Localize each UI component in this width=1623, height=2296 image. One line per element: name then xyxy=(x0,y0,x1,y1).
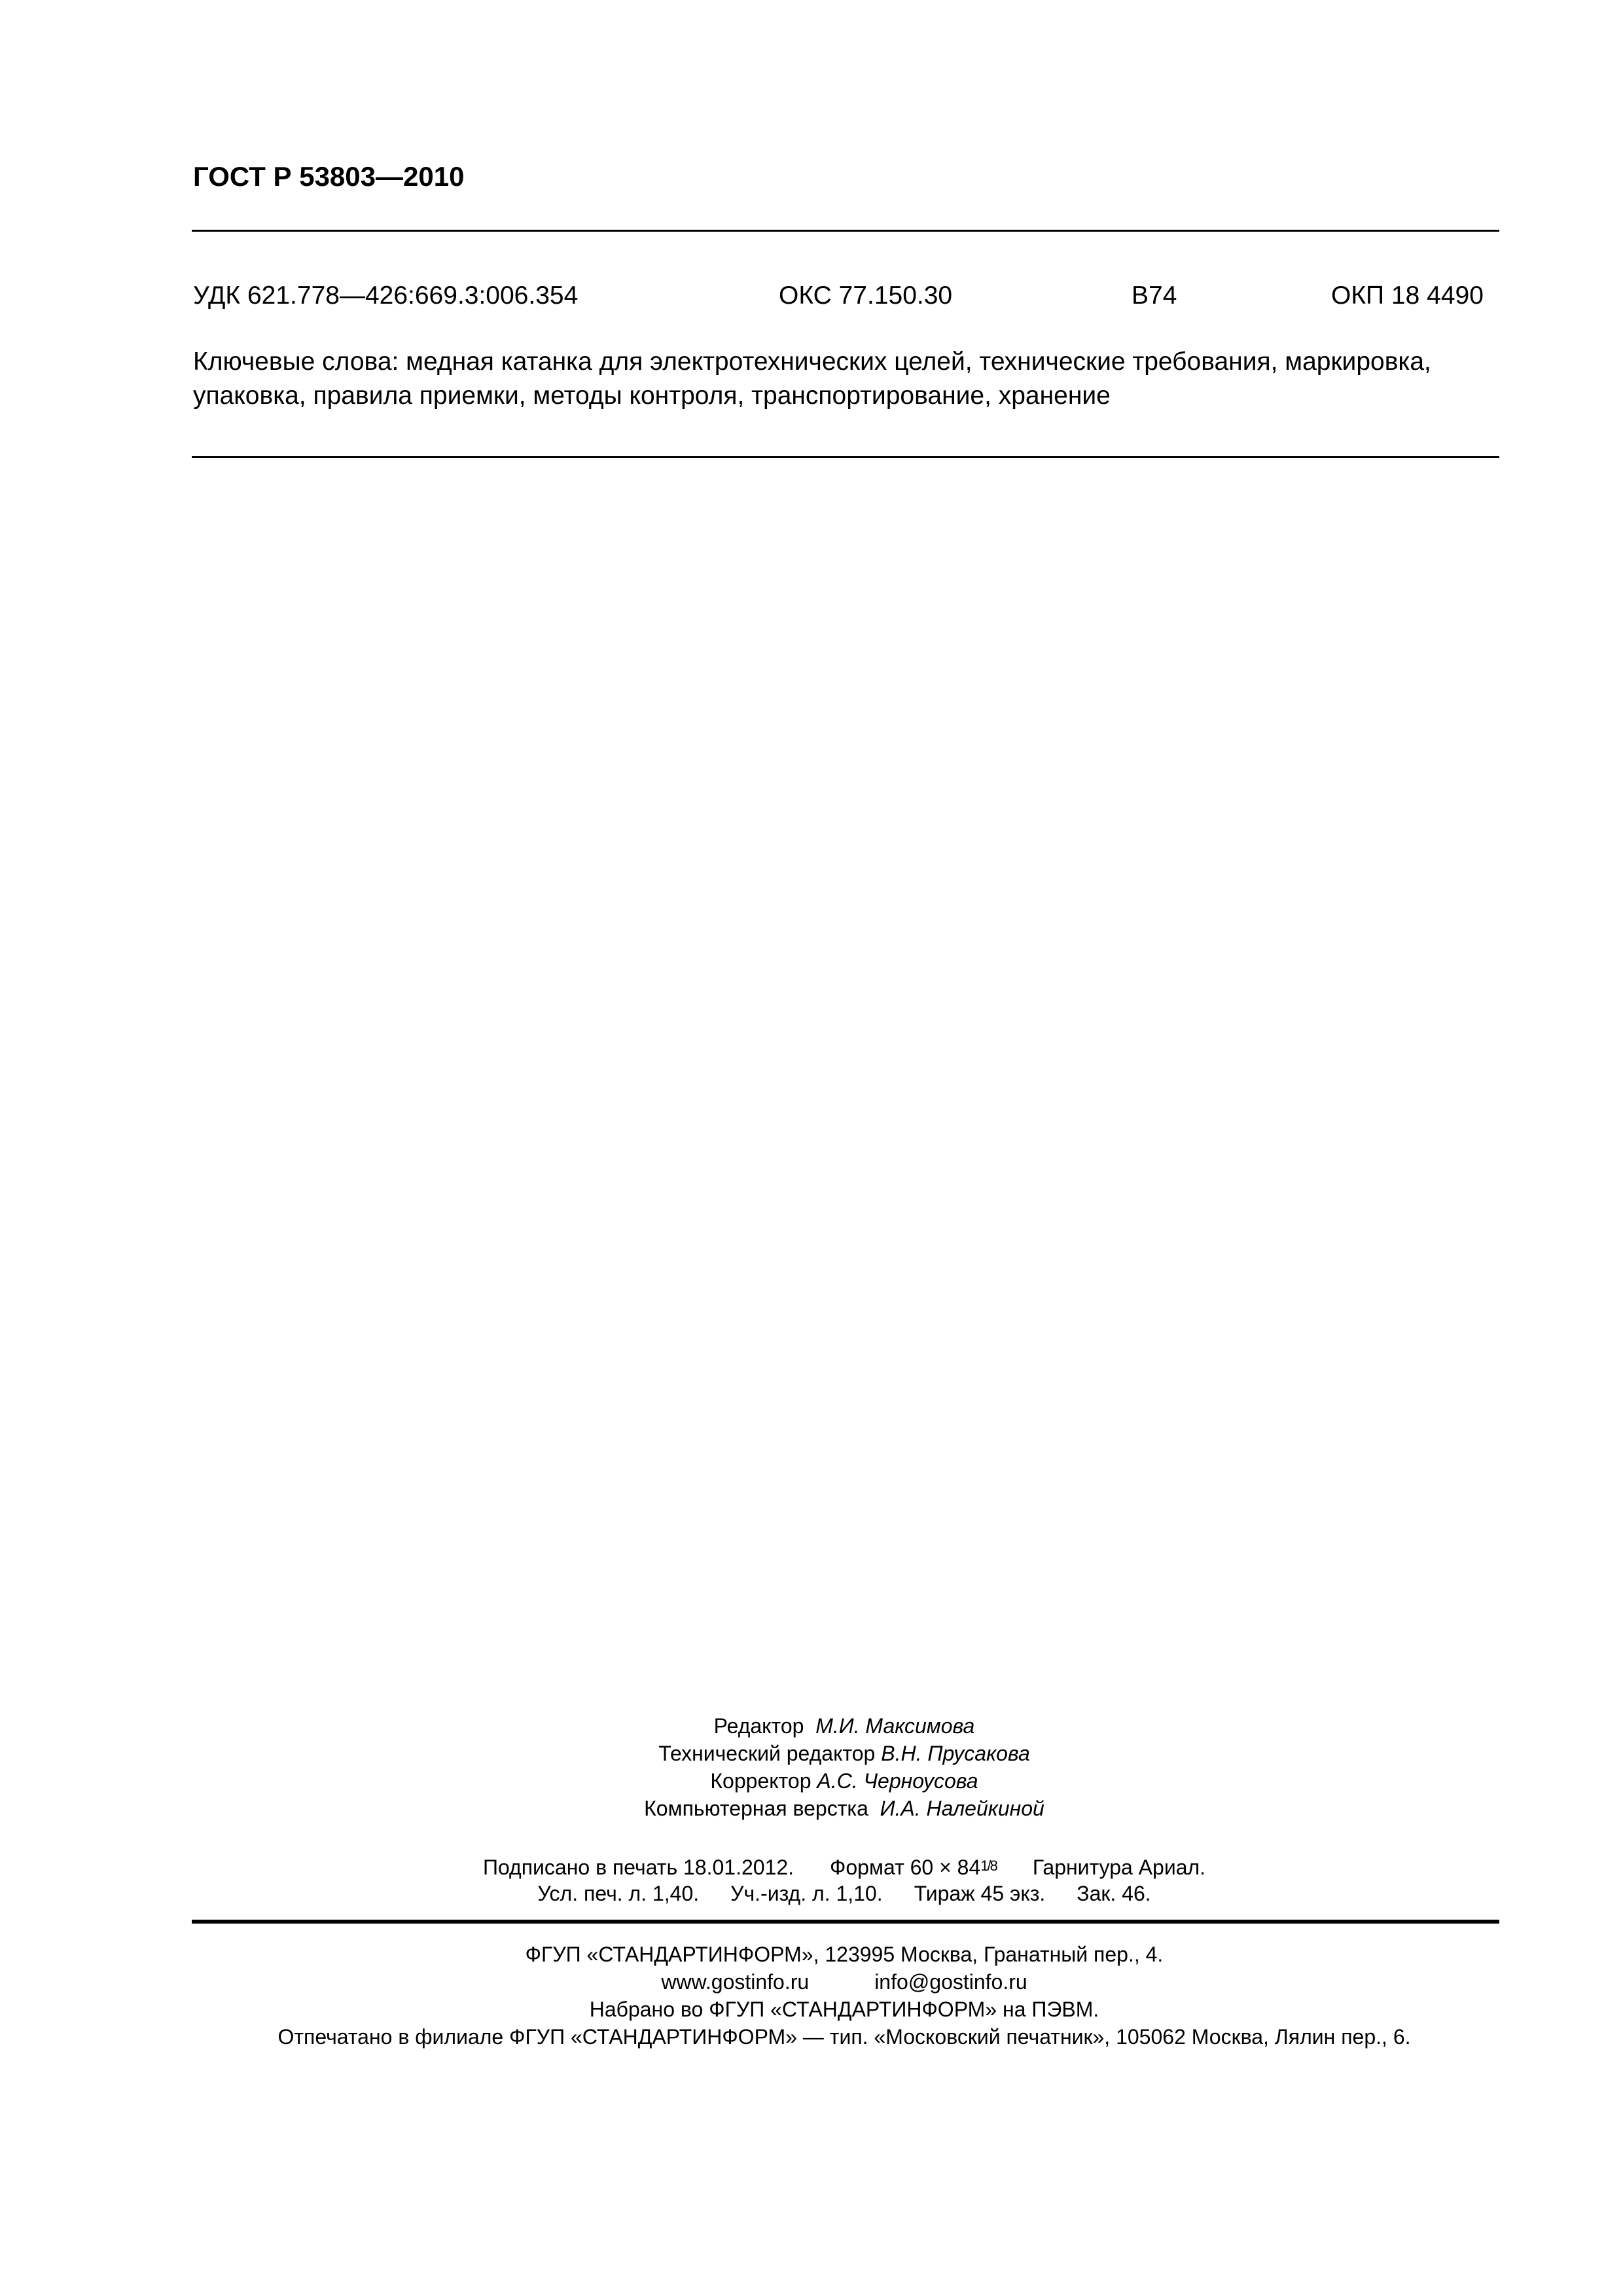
udk-code: УДК 621.778—426:669.3:006.354 xyxy=(193,281,579,310)
tech-editor-name: В.Н. Прусакова xyxy=(881,1742,1030,1765)
publisher-sheets: Уч.-изд. л. 1,10. xyxy=(730,1882,883,1905)
website-link[interactable]: www.gostinfo.ru xyxy=(661,1970,810,1994)
editor-label: Редактор xyxy=(713,1714,804,1738)
okp-code: ОКП 18 4490 xyxy=(1331,281,1484,310)
layout-line xyxy=(0,1795,1623,1822)
publisher-contacts xyxy=(0,1968,1623,1996)
editor-name: М.И. Максимова xyxy=(815,1714,975,1738)
publisher-address: ФГУП «СТАНДАРТИНФОРМ», 123995 Москва, Гранатный пер., 4. xyxy=(525,1943,1164,1966)
print-info-line-1 xyxy=(0,1852,1623,1881)
keywords xyxy=(193,345,1502,413)
proofreader-name: А.С. Черноусова xyxy=(817,1769,978,1793)
paper-format-fraction: 1/8 xyxy=(980,1857,997,1874)
print-sheets: Усл. печ. л. 1,40. xyxy=(537,1882,700,1905)
layout-name: И.А. Налейкиной xyxy=(880,1797,1044,1820)
circulation: Тираж 45 экз. xyxy=(914,1882,1046,1905)
oks-code: ОКС 77.150.30 xyxy=(779,281,953,310)
imprint-divider xyxy=(192,1920,1499,1924)
print-info-line-2 xyxy=(0,1880,1623,1907)
proofreader-label: Корректор xyxy=(710,1769,812,1793)
tech-editor-label: Технический редактор xyxy=(658,1742,876,1765)
typeset-note: Набрано во ФГУП «СТАНДАРТИНФОРМ» на ПЭВМ. xyxy=(589,1998,1099,2021)
paper-format: Формат 60 × 84 xyxy=(830,1856,981,1879)
header-divider xyxy=(192,230,1499,232)
standard-id: ГОСТ Р 53803—2010 xyxy=(193,161,465,192)
order-number: Зак. 46. xyxy=(1077,1882,1151,1905)
typeface: Гарнитура Ариал. xyxy=(1032,1856,1206,1879)
keywords-line-1: Ключевые слова: медная катанка для электротехнических целей, технические требования, маркировка, xyxy=(193,348,1431,376)
printed-note: Отпечатано в филиале ФГУП «СТАНДАРТИНФОРМ» — тип. «Московский печатник», 105062 Москва, Лялин пер., 6. xyxy=(277,2025,1411,2049)
editor-line xyxy=(0,1712,1623,1740)
signed-date: Подписано в печать 18.01.2012. xyxy=(482,1856,794,1879)
group-code: В74 xyxy=(1132,281,1177,310)
email-link[interactable]: info@gostinfo.ru xyxy=(874,1970,1027,1994)
tech-editor-line xyxy=(0,1740,1623,1767)
layout-label: Компьютерная верстка xyxy=(644,1797,868,1820)
proofreader-line xyxy=(0,1767,1623,1795)
keywords-divider xyxy=(192,456,1499,458)
keywords-line-2: упаковка, правила приемки, методы контроля, транспортирование, хранение xyxy=(193,382,1111,410)
